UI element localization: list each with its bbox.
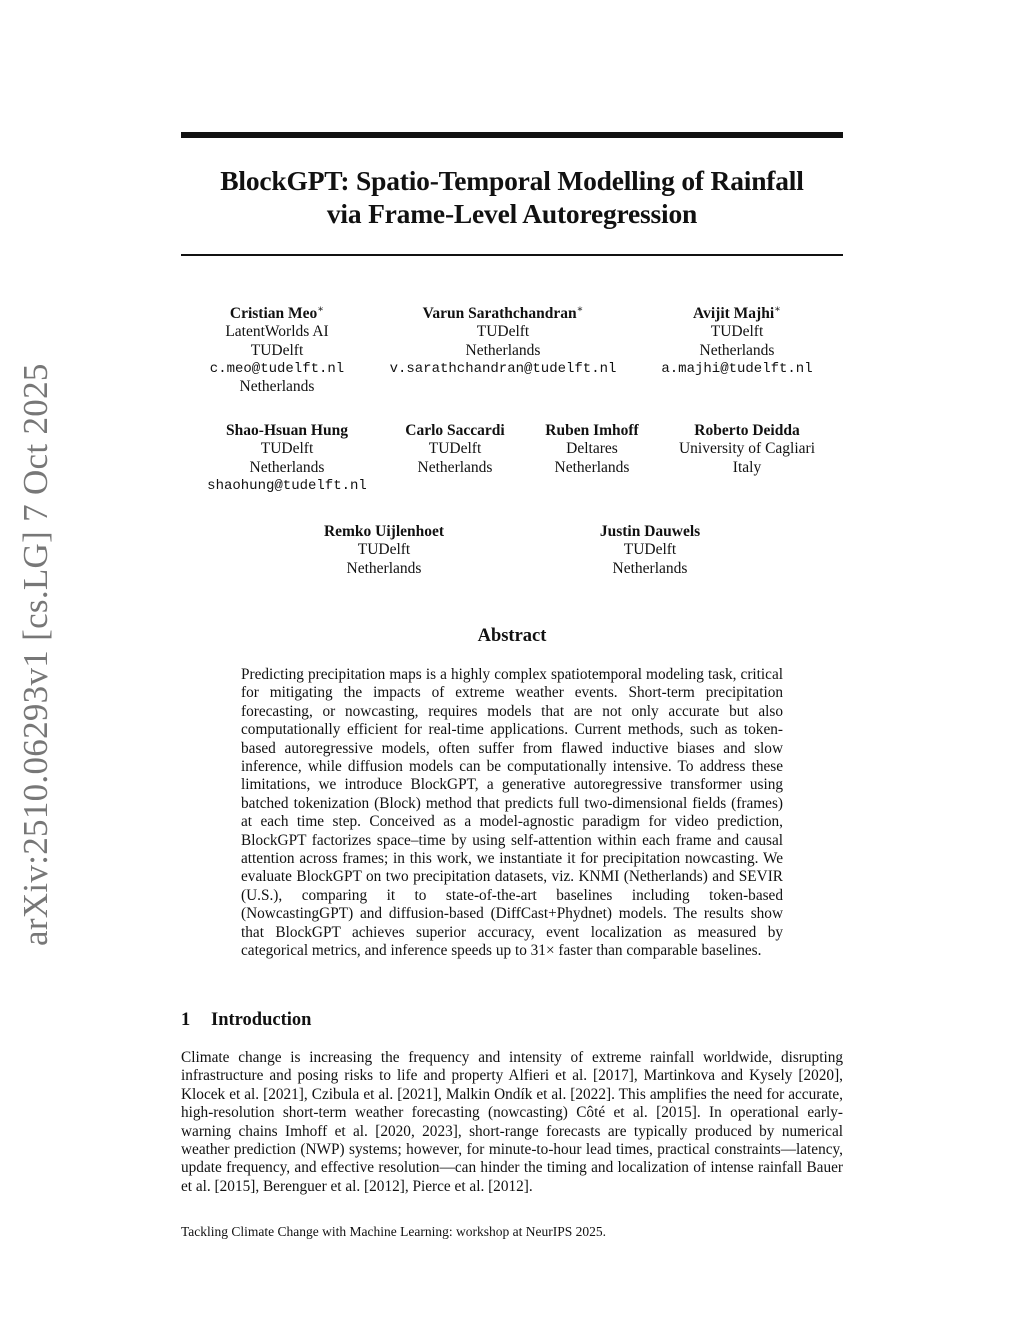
section-heading [181, 1010, 311, 1031]
author-email[interactable]: c.meo@tudelft.nl [209, 361, 345, 378]
author-email[interactable]: v.sarathchandran@tudelft.nl [389, 361, 617, 378]
arxiv-stamp: arXiv:2510.06293v1 [cs.LG] 7 Oct 2025 [16, 363, 55, 946]
introduction-paragraph: Climate change is increasing the frequency and intensity of extreme rainfall worldwide, disrupting infrastructure and posing risks to life and property Alfieri et al. [2017], Martinkova and Kysely [2020], Klocek et al. [2021], Czibula et al. [2021], Malkin Ondík et al. [2022]. This amplifies the need for accurate, high-resolution short-term weather forecasting (nowcasting) Côté et al. [2015]. In operational early-warning chains Imhoff et al. [2020, 2023], short-range forecasts are typically produced by numerical weather prediction (NWP) systems; however, for minute-to-hour lead times, practical constraints—latency, update frequency, and effective resolution—can hinder the timing and localization of intense rainfall Bauer et al. [2015], Berenguer et al. [2012], Pierce et al. [2012]. [181, 1049, 843, 1195]
author-name: Avijit Majhi [693, 305, 775, 323]
author-block [679, 422, 815, 477]
equal-contribution-mark: ∗ [317, 304, 325, 315]
author-affiliation: University of Cagliari [678, 440, 816, 458]
author-name: Ruben Imhoff [545, 422, 639, 439]
author-affiliation: TUDelft [357, 541, 411, 559]
title-line-1: BlockGPT: Spatio-Temporal Modelling of Rainfall [220, 165, 804, 196]
author-country: Netherlands [699, 341, 775, 359]
author-affiliation: TUDelft [250, 341, 304, 359]
author-block [661, 301, 812, 378]
abstract-body: Predicting precipitation maps is a highly complex spatiotemporal modeling task, critical for mitigating the impacts of extreme weather events. Short-term precipitation forecasting, or nowcasting, requires models that are not only accurate but also computationally efficient for real-time applications. Current methods, such as token-based autoregressive models, often suffer from flawed inductive biases and slow inference, while diffusion models can be computationally intensive. To address these limitations, we introduce BlockGPT, a generative autoregressive transformer using batched tokenization (Block) method that predicts full two-dimensional fields (frames) at each time step. Conceived as a model-agnostic paradigm for video prediction, BlockGPT factorizes space–time by using self-attention within each frame and causal attention across frames; in this work, we instantiate it for precipitation nowcasting. We evaluate BlockGPT on two precipitation datasets, viz. KNMI (Netherlands) and SEVIR (U.S.), comparing it to state-of-the-art baselines including token-based (NowcastingGPT) and diffusion-based (DiffCast+Phydnet) models. The results show that BlockGPT achieves superior accuracy, event localization as measured by categorical metrics, and inference speeds up to 31× faster than comparable baselines. [241, 666, 783, 960]
author-email[interactable]: a.majhi@tudelft.nl [661, 361, 813, 378]
footer-note: Tackling Climate Change with Machine Learning: workshop at NeurIPS 2025. [181, 1224, 606, 1239]
paper-title [181, 164, 843, 230]
title-rule-bottom [181, 254, 843, 256]
author-block [210, 301, 344, 397]
author-affiliation: TUDelft [476, 323, 530, 341]
author-country: Netherlands [465, 341, 541, 359]
author-block [405, 422, 504, 477]
equal-contribution-mark: ∗ [576, 304, 584, 315]
author-affiliation: LatentWorlds AI [225, 323, 329, 341]
title-line-2: via Frame-Level Autoregression [326, 198, 698, 229]
author-country: Netherlands [612, 559, 688, 577]
section-title: Introduction [211, 1010, 312, 1030]
title-rule-top [181, 132, 843, 138]
author-name: Roberto Deidda [694, 422, 800, 439]
author-affiliation: TUDelft [623, 541, 677, 559]
author-country: Netherlands [346, 559, 422, 577]
author-country: Netherlands [249, 458, 325, 476]
author-name: Varun Sarathchandran [422, 305, 577, 323]
author-block [600, 523, 700, 578]
section-number: 1 [181, 1010, 191, 1030]
author-name: Shao-Hsuan Hung [226, 422, 348, 439]
author-country: Netherlands [417, 458, 493, 476]
author-name: Justin Dauwels [599, 523, 701, 540]
author-affiliation: TUDelft [260, 440, 314, 458]
author-name: Remko Uijlenhoet [323, 523, 445, 540]
author-block [390, 301, 617, 378]
author-country: Italy [732, 458, 762, 476]
equal-contribution-mark: ∗ [774, 304, 781, 315]
author-block [545, 422, 638, 477]
author-country: Netherlands [239, 378, 315, 396]
author-block [207, 422, 367, 495]
author-email[interactable]: shaohung@tudelft.nl [207, 477, 367, 494]
author-affiliation: TUDelft [428, 440, 482, 458]
author-name: Carlo Saccardi [405, 422, 505, 439]
author-block [324, 523, 444, 578]
author-name: Cristian Meo [229, 305, 318, 323]
author-country: Netherlands [554, 458, 630, 476]
abstract-heading: Abstract [477, 626, 547, 646]
author-affiliation: Deltares [566, 440, 618, 458]
author-affiliation: TUDelft [710, 323, 764, 341]
